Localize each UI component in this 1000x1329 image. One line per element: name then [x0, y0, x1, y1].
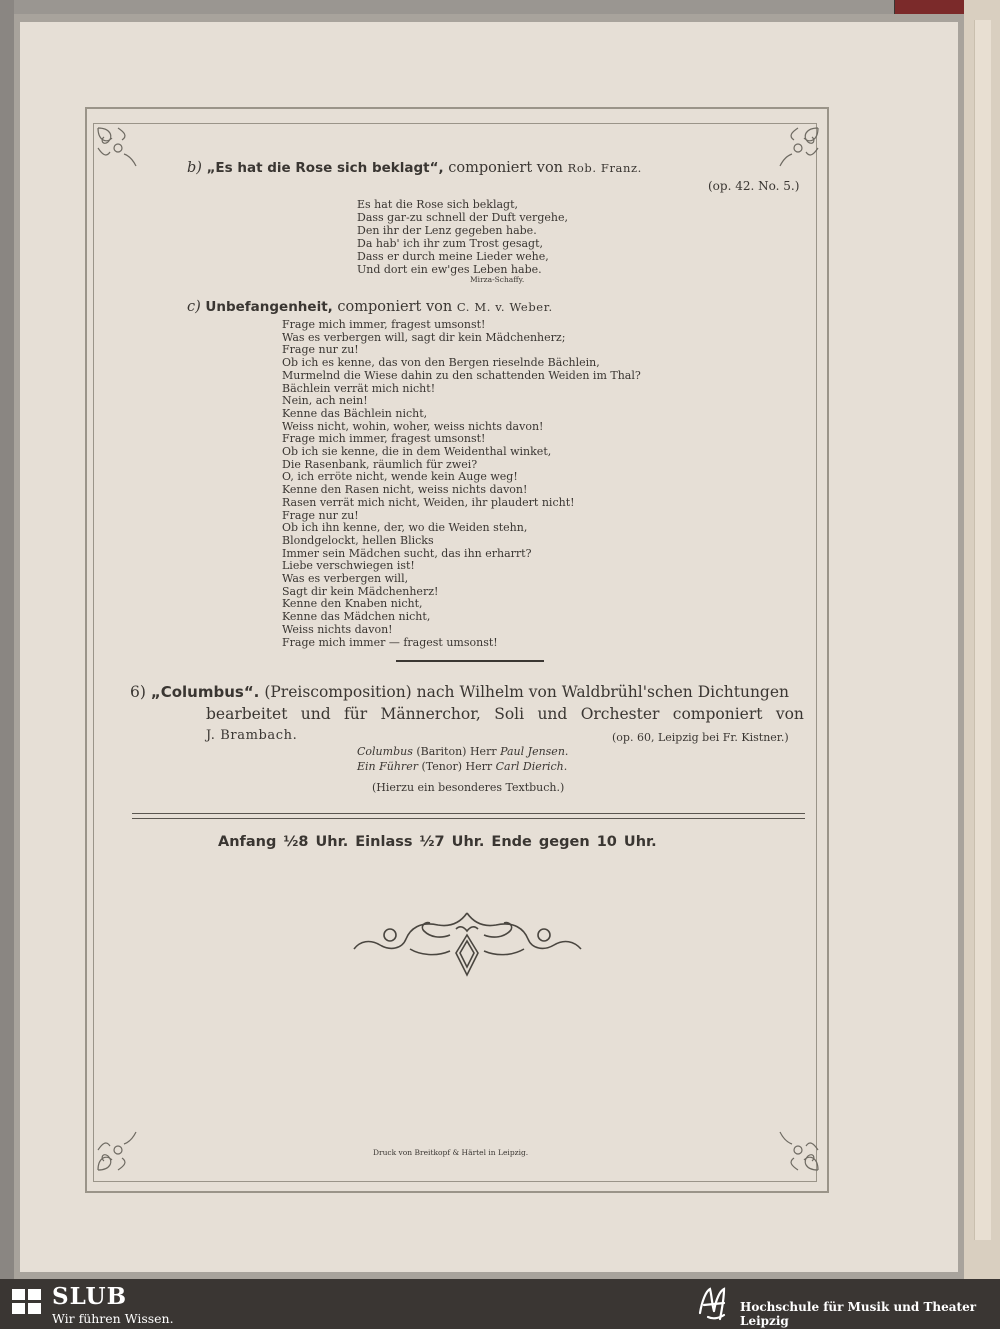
- item-c-composer: C. M. v. Weber.: [456, 300, 553, 314]
- poem-line: Dass gar-zu schnell der Duft vergehe,: [357, 210, 568, 224]
- justified-word: und: [537, 705, 568, 723]
- double-rule-divider: [132, 813, 805, 819]
- poem-line: Rasen verrät mich nicht, Weiden, ihr plaudert nicht!: [282, 495, 575, 509]
- item-b-poem: [357, 199, 568, 276]
- poem-line: Nein, ach nein!: [282, 394, 368, 408]
- decorative-frame-inner: [93, 123, 817, 1182]
- poem-line: Den ihr der Lenz gegeben habe.: [357, 223, 537, 237]
- justified-word: componiert: [672, 705, 763, 723]
- poem-line: Weiss nichts davon!: [282, 622, 393, 636]
- cast-singer: Paul Jensen.: [500, 745, 569, 758]
- item-6-title: „Columbus“.: [150, 683, 260, 701]
- justified-word: Soli: [494, 705, 525, 723]
- cast-row: [357, 759, 568, 774]
- poem-line: Und dort ein ew'ges Leben habe.: [357, 262, 542, 276]
- binding-ribbon: [895, 0, 965, 14]
- poem-line: Was es verbergen will,: [282, 572, 409, 586]
- item-c-composed: componiert von: [337, 299, 453, 315]
- poem-line: Murmelnd die Wiese dahin zu den schattenden Weiden im Thal?: [282, 368, 641, 382]
- poem-line: Dass er durch meine Lieder wehe,: [357, 249, 549, 263]
- cast-row: [357, 744, 568, 759]
- cast-voice: (Bariton) Herr: [416, 745, 497, 758]
- item-6-description-line2: [206, 705, 804, 723]
- printer-imprint: Druck von Breitkopf & Härtel in Leipzig.: [373, 1148, 529, 1157]
- item-c-heading: [187, 299, 553, 315]
- justified-word: Orchester: [580, 705, 660, 723]
- poem-line: Was es verbergen will, sagt dir kein Mädchenherz;: [282, 330, 566, 344]
- poem-line: Kenne den Rasen nicht, weiss nichts davon!: [282, 483, 528, 497]
- poem-line: Blondgelockt, hellen Blicks: [282, 533, 434, 547]
- slub-tagline: Wir führen Wissen.: [52, 1311, 174, 1326]
- corner-ornament-icon: [94, 1128, 140, 1174]
- concert-times: Anfang ½8 Uhr. Einlass ½7 Uhr. Ende gegen 10 Uhr.: [218, 834, 657, 850]
- item-b-attribution: Mirza-Schaffy.: [470, 275, 525, 284]
- item-6-cast: [357, 744, 568, 774]
- flourish-ornament-icon: [350, 905, 585, 983]
- section-divider: [396, 660, 544, 662]
- poem-line: Da hab' ich ihr zum Trost gesagt,: [357, 236, 543, 250]
- cast-voice: (Tenor) Herr: [421, 760, 493, 773]
- item-6-heading: [130, 683, 789, 701]
- item-6-note: (Hierzu ein besonderes Textbuch.): [372, 781, 565, 794]
- poem-line: Kenne das Mädchen nicht,: [282, 610, 431, 624]
- slub-brand[interactable]: SLUB: [52, 1283, 128, 1310]
- poem-line: Weiss nicht, wohin, woher, weiss nichts davon!: [282, 419, 544, 433]
- justified-word: und: [300, 705, 331, 723]
- item-b-composed: componiert von: [448, 160, 564, 176]
- poem-line: Frage nur zu!: [282, 508, 359, 522]
- hmt-logo-icon[interactable]: [694, 1283, 730, 1325]
- poem-line: Sagt dir kein Mädchenherz!: [282, 584, 439, 598]
- item-b-label: b): [187, 160, 202, 176]
- item-6-number: 6): [130, 683, 146, 701]
- item-6-composer: J. Brambach.: [206, 728, 298, 743]
- item-b-heading: [187, 160, 642, 176]
- hmt-institution-name[interactable]: Hochschule für Musik und Theater Leipzig: [740, 1300, 977, 1328]
- item-b-opus: (op. 42. No. 5.): [708, 179, 800, 193]
- item-c-poem: [282, 319, 641, 649]
- cast-singer: Carl Dierich.: [495, 760, 568, 773]
- poem-line: Ob ich sie kenne, die in dem Weidenthal winket,: [282, 445, 552, 459]
- justified-word: für: [344, 705, 368, 723]
- poem-line: Frage mich immer, fragest umsonst!: [282, 318, 486, 331]
- corner-ornament-icon: [776, 1128, 822, 1174]
- item-b-composer: Rob. Franz.: [567, 161, 642, 175]
- cast-role: Columbus: [357, 745, 413, 758]
- justified-word: von: [775, 705, 804, 723]
- poem-line: Es hat die Rose sich beklagt,: [357, 198, 519, 211]
- poem-line: Ob ich es kenne, das von den Bergen rieselnde Bächlein,: [282, 356, 600, 370]
- poem-line: Immer sein Mädchen sucht, das ihn erharrt?: [282, 546, 532, 560]
- page-edge: [964, 0, 1000, 1279]
- justified-word: Männerchor,: [380, 705, 481, 723]
- item-c-title: Unbefangenheit,: [205, 299, 333, 315]
- cast-role: Ein Führer: [357, 760, 418, 773]
- poem-line: Frage nur zu!: [282, 343, 359, 357]
- poem-line: Liebe verschwiegen ist!: [282, 559, 415, 573]
- corner-ornament-icon: [776, 124, 822, 170]
- poem-line: O, ich erröte nicht, wende kein Auge weg!: [282, 470, 518, 484]
- binding-cloth-top: [14, 0, 894, 14]
- poem-line: Kenne den Knaben nicht,: [282, 597, 423, 611]
- item-6-opus: (op. 60, Leipzig bei Fr. Kistner.): [612, 731, 789, 744]
- poem-line: Bächlein verrät mich nicht!: [282, 381, 436, 395]
- justified-word: bearbeitet: [206, 705, 288, 723]
- item-c-label: c): [187, 299, 201, 315]
- slub-logo-icon[interactable]: [12, 1289, 42, 1315]
- poem-line: Ob ich ihn kenne, der, wo die Weiden stehn,: [282, 521, 528, 535]
- poem-line: Frage mich immer, fragest umsonst!: [282, 432, 486, 446]
- poem-line: Frage mich immer — fragest umsonst!: [282, 635, 498, 649]
- corner-ornament-icon: [94, 124, 140, 170]
- item-6-description: (Preiscomposition) nach Wilhelm von Waldbrühl'schen Dichtungen: [264, 683, 790, 701]
- binding-cloth-left: [0, 0, 14, 1279]
- item-b-title: „Es hat die Rose sich beklagt“,: [206, 160, 444, 176]
- poem-line: Die Rasenbank, räumlich für zwei?: [282, 457, 478, 471]
- poem-line: Kenne das Bächlein nicht,: [282, 406, 428, 420]
